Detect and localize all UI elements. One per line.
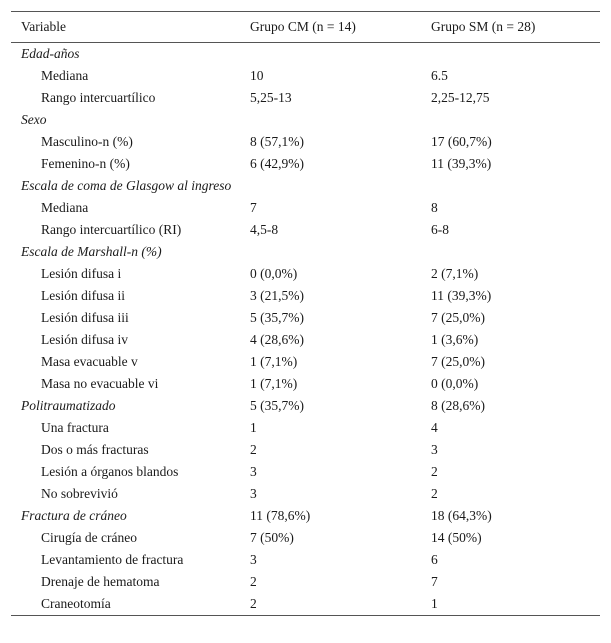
cell-group-sm: 6 <box>431 552 438 567</box>
cell-group-cm: 3 <box>250 486 257 501</box>
cell-group-cm: 7 <box>250 200 257 215</box>
cell-group-cm: 1 <box>250 420 257 435</box>
table-section-row <box>11 175 600 197</box>
cell-group-cm: 5 (35,7%) <box>250 398 304 413</box>
table-section-row <box>11 505 600 527</box>
table-row <box>11 439 600 461</box>
variable-label: Mediana <box>41 68 89 83</box>
cell-group-cm: 3 <box>250 552 257 567</box>
table-body <box>11 43 600 616</box>
table-row <box>11 351 600 373</box>
cell-group-sm: 6-8 <box>431 222 449 237</box>
cell-group-sm: 8 <box>431 200 438 215</box>
cell-group-sm <box>421 241 600 263</box>
cell-group-sm: 14 (50%) <box>431 530 482 545</box>
table-row <box>11 263 600 285</box>
table-row <box>11 219 600 241</box>
section-label: Escala de coma de Glasgow al ingreso <box>21 178 232 193</box>
cell-group-cm: 6 (42,9%) <box>250 156 304 171</box>
section-label: Sexo <box>21 112 47 127</box>
variable-label: Lesión difusa iii <box>41 310 129 325</box>
cell-group-sm: 2 <box>431 486 438 501</box>
table-row <box>11 65 600 87</box>
cell-group-sm: 2 (7,1%) <box>431 266 479 281</box>
table-section-row <box>11 395 600 417</box>
cell-group-cm: 2 <box>250 574 257 589</box>
cell-group-cm: 5 (35,7%) <box>250 310 304 325</box>
cell-group-cm: 5,25-13 <box>250 90 292 105</box>
cell-group-sm: 1 <box>431 596 438 611</box>
header-variable: Variable <box>21 19 66 34</box>
table-row <box>11 593 600 616</box>
variable-label: Lesión a órganos blandos <box>41 464 179 479</box>
variable-label: Femenino-n (%) <box>41 156 130 171</box>
cell-group-cm: 3 (21,5%) <box>250 288 304 303</box>
table-section-row <box>11 109 600 131</box>
table-row <box>11 153 600 175</box>
clinical-data-table <box>11 11 600 616</box>
table-row <box>11 549 600 571</box>
cell-group-sm: 0 (0,0%) <box>431 376 479 391</box>
cell-group-cm: 2 <box>250 596 257 611</box>
cell-group-sm <box>421 43 600 66</box>
data-table-container <box>11 11 600 616</box>
table-row <box>11 571 600 593</box>
cell-group-cm <box>240 241 421 263</box>
variable-label: Masa evacuable v <box>41 354 138 369</box>
header-group-sm: Grupo SM (n = 28) <box>431 19 536 34</box>
variable-label: Rango intercuartílico <box>41 90 156 105</box>
table-row <box>11 197 600 219</box>
cell-group-cm: 1 (7,1%) <box>250 376 298 391</box>
cell-group-cm: 11 (78,6%) <box>250 508 311 523</box>
variable-label: Drenaje de hematoma <box>41 574 160 589</box>
cell-group-sm <box>421 175 600 197</box>
table-row <box>11 483 600 505</box>
section-label: Fractura de cráneo <box>21 508 127 523</box>
variable-label: No sobrevivió <box>41 486 118 501</box>
table-row <box>11 417 600 439</box>
cell-group-cm: 10 <box>250 68 264 83</box>
table-row <box>11 285 600 307</box>
cell-group-cm: 7 (50%) <box>250 530 294 545</box>
section-label: Escala de Marshall-n (%) <box>21 244 162 259</box>
cell-group-sm: 2,25-12,75 <box>431 90 490 105</box>
cell-group-sm: 1 (3,6%) <box>431 332 479 347</box>
cell-group-sm: 4 <box>431 420 438 435</box>
table-section-row <box>11 43 600 66</box>
cell-group-sm: 7 (25,0%) <box>431 310 485 325</box>
header-group-cm: Grupo CM (n = 14) <box>250 19 356 34</box>
cell-group-cm: 8 (57,1%) <box>250 134 304 149</box>
cell-group-sm: 3 <box>431 442 438 457</box>
variable-label: Lesión difusa ii <box>41 288 125 303</box>
section-label: Politraumatizado <box>21 398 116 413</box>
table-row <box>11 307 600 329</box>
variable-label: Lesión difusa iv <box>41 332 128 347</box>
cell-group-sm: 8 (28,6%) <box>431 398 485 413</box>
cell-group-cm <box>240 43 421 66</box>
variable-label: Levantamiento de fractura <box>41 552 184 567</box>
cell-group-sm: 2 <box>431 464 438 479</box>
cell-group-sm: 11 (39,3%) <box>431 156 492 171</box>
table-row <box>11 527 600 549</box>
table-row <box>11 131 600 153</box>
cell-group-cm: 2 <box>250 442 257 457</box>
variable-label: Masculino-n (%) <box>41 134 133 149</box>
cell-group-cm: 1 (7,1%) <box>250 354 298 369</box>
variable-label: Dos o más fracturas <box>41 442 149 457</box>
cell-group-cm <box>240 109 421 131</box>
cell-group-sm: 7 <box>431 574 438 589</box>
table-row <box>11 87 600 109</box>
table-row <box>11 329 600 351</box>
variable-label: Craneotomía <box>41 596 111 611</box>
cell-group-cm: 4 (28,6%) <box>250 332 304 347</box>
section-label: Edad-años <box>21 46 80 61</box>
cell-group-cm: 0 (0,0%) <box>250 266 298 281</box>
variable-label: Mediana <box>41 200 89 215</box>
table-row <box>11 461 600 483</box>
cell-group-cm <box>240 175 421 197</box>
table-header-row <box>11 12 600 43</box>
variable-label: Masa no evacuable vi <box>41 376 159 391</box>
cell-group-sm: 17 (60,7%) <box>431 134 492 149</box>
cell-group-sm <box>421 109 600 131</box>
cell-group-sm: 11 (39,3%) <box>431 288 492 303</box>
table-row <box>11 373 600 395</box>
cell-group-sm: 7 (25,0%) <box>431 354 485 369</box>
variable-label: Una fractura <box>41 420 109 435</box>
table-section-row <box>11 241 600 263</box>
cell-group-cm: 3 <box>250 464 257 479</box>
variable-label: Lesión difusa i <box>41 266 122 281</box>
cell-group-cm: 4,5-8 <box>250 222 279 237</box>
cell-group-sm: 6.5 <box>431 68 448 83</box>
variable-label: Rango intercuartílico (RI) <box>41 222 182 237</box>
cell-group-sm: 18 (64,3%) <box>431 508 492 523</box>
variable-label: Cirugía de cráneo <box>41 530 137 545</box>
